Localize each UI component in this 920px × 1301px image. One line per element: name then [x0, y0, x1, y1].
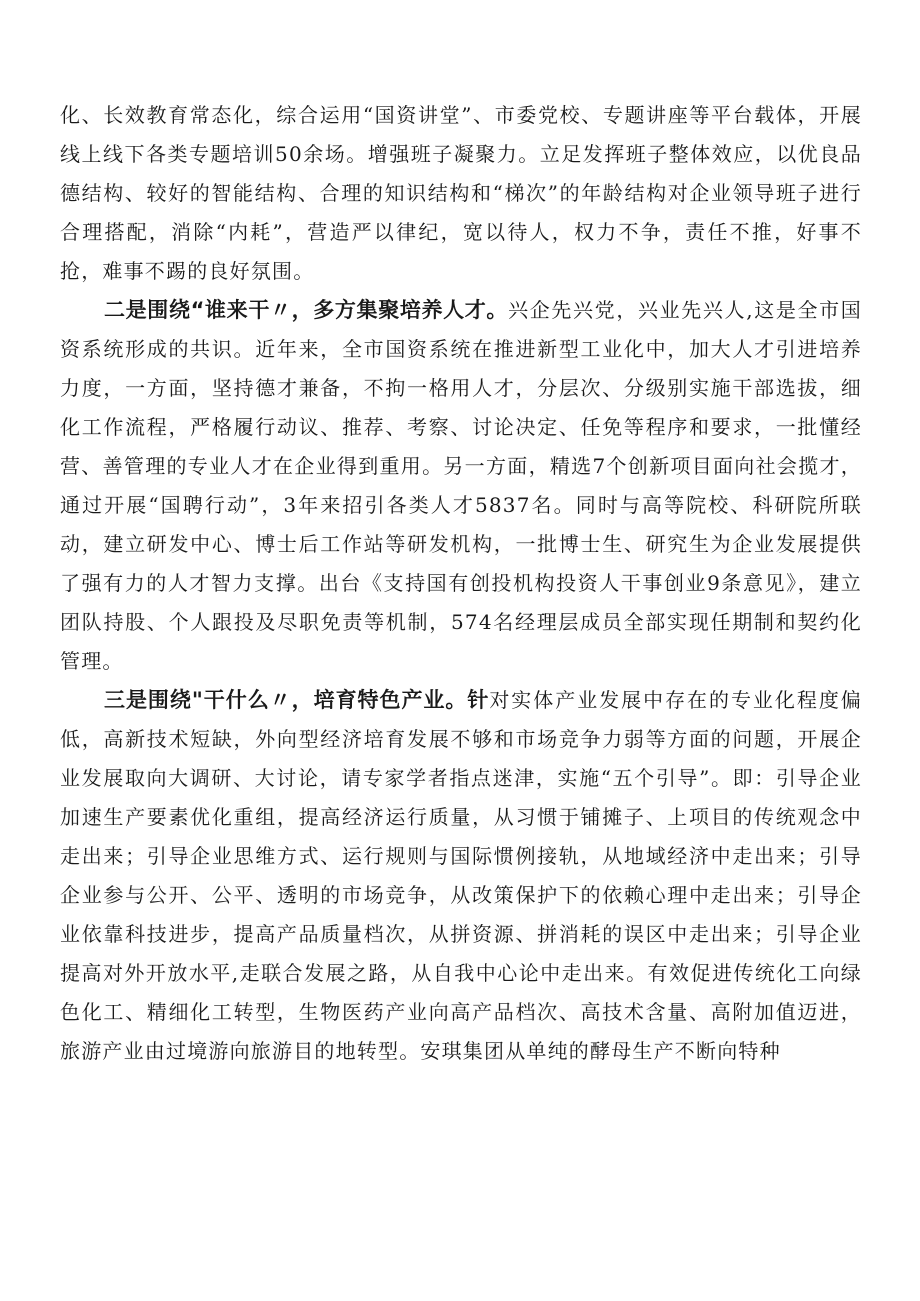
- paragraph-1-body: 化、长效教育常态化，综合运用“国资讲堂”、市委党校、专题讲座等平台载体，开展线上线下各类专题培训50余场。增强班子凝聚力。立足发挥班子整体效应，以优良品德结构、较好的智能结构、合理的知识结构和“梯次”的年龄结构对企业领导班子进行合理搭配，消除“内耗”，营造严以律纪，宽以待人，权力不争，责任不推，好事不抢，难事不踢的良好氛围。: [60, 103, 862, 283]
- paragraph-2: [60, 291, 862, 681]
- paragraph-3-lead: 三是围绕"干什么〃，培育特色产业。针: [104, 688, 490, 712]
- paragraph-2-lead: 二是围绕“谁来干〃，多方集聚培养人才。: [104, 298, 509, 322]
- paragraph-2-body: 兴企先兴党，兴业先兴人,这是全市国资系统形成的共识。近年来，全市国资系统在推进新型工业化中，加大人才引进培养力度，一方面，坚持德才兼备，不拘一格用人才，分层次、分级别实施干部选拔，细化工作流程，严格履行动议、推荐、考察、讨论决定、任免等程序和要求，一批懂经营、善管理的专业人才在企业得到重用。另一方面，精选7个创新项目面向社会揽才，通过开展“国聘行动”，3年来招引各类人才5837名。同时与高等院校、科研院所联动，建立研发中心、博士后工作站等研发机构，一批博士生、研究生为企业发展提供了强有力的人才智力支撑。出台《支持国有创投机构投资人干事创业9条意见》，建立团队持股、个人跟投及尽职免责等机制，574名经理层成员全部实现任期制和契约化管理。: [60, 298, 862, 673]
- paragraph-1: [60, 96, 862, 291]
- paragraph-3: [60, 681, 862, 1071]
- paragraph-3-body: 对实体产业发展中存在的专业化程度偏低，高新技术短缺，外向型经济培育发展不够和市场竞争力弱等方面的问题，开展企业发展取向大调研、大讨论，请专家学者指点迷津，实施“五个引导”。即：引导企业加速生产要素优化重组，提高经济运行质量，从习惯于铺摊子、上项目的传统观念中走出来；引导企业思维方式、运行规则与国际惯例接轨，从地域经济中走出来；引导企业参与公开、公平、透明的市场竞争，从改策保护下的依赖心理中走出来；引导企业依靠科技进步，提高产品质量档次，从拼资源、拼消耗的误区中走出来；引导企业提高对外开放水平,走联合发展之路，从自我中心论中走出来。有效促进传统化工向绿色化工、精细化工转型，生物医药产业向高产品档次、高技术含量、高附加值迈进，旅游产业由过境游向旅游目的地转型。安琪集团从单纯的酵母生产不断向特种: [60, 688, 863, 1063]
